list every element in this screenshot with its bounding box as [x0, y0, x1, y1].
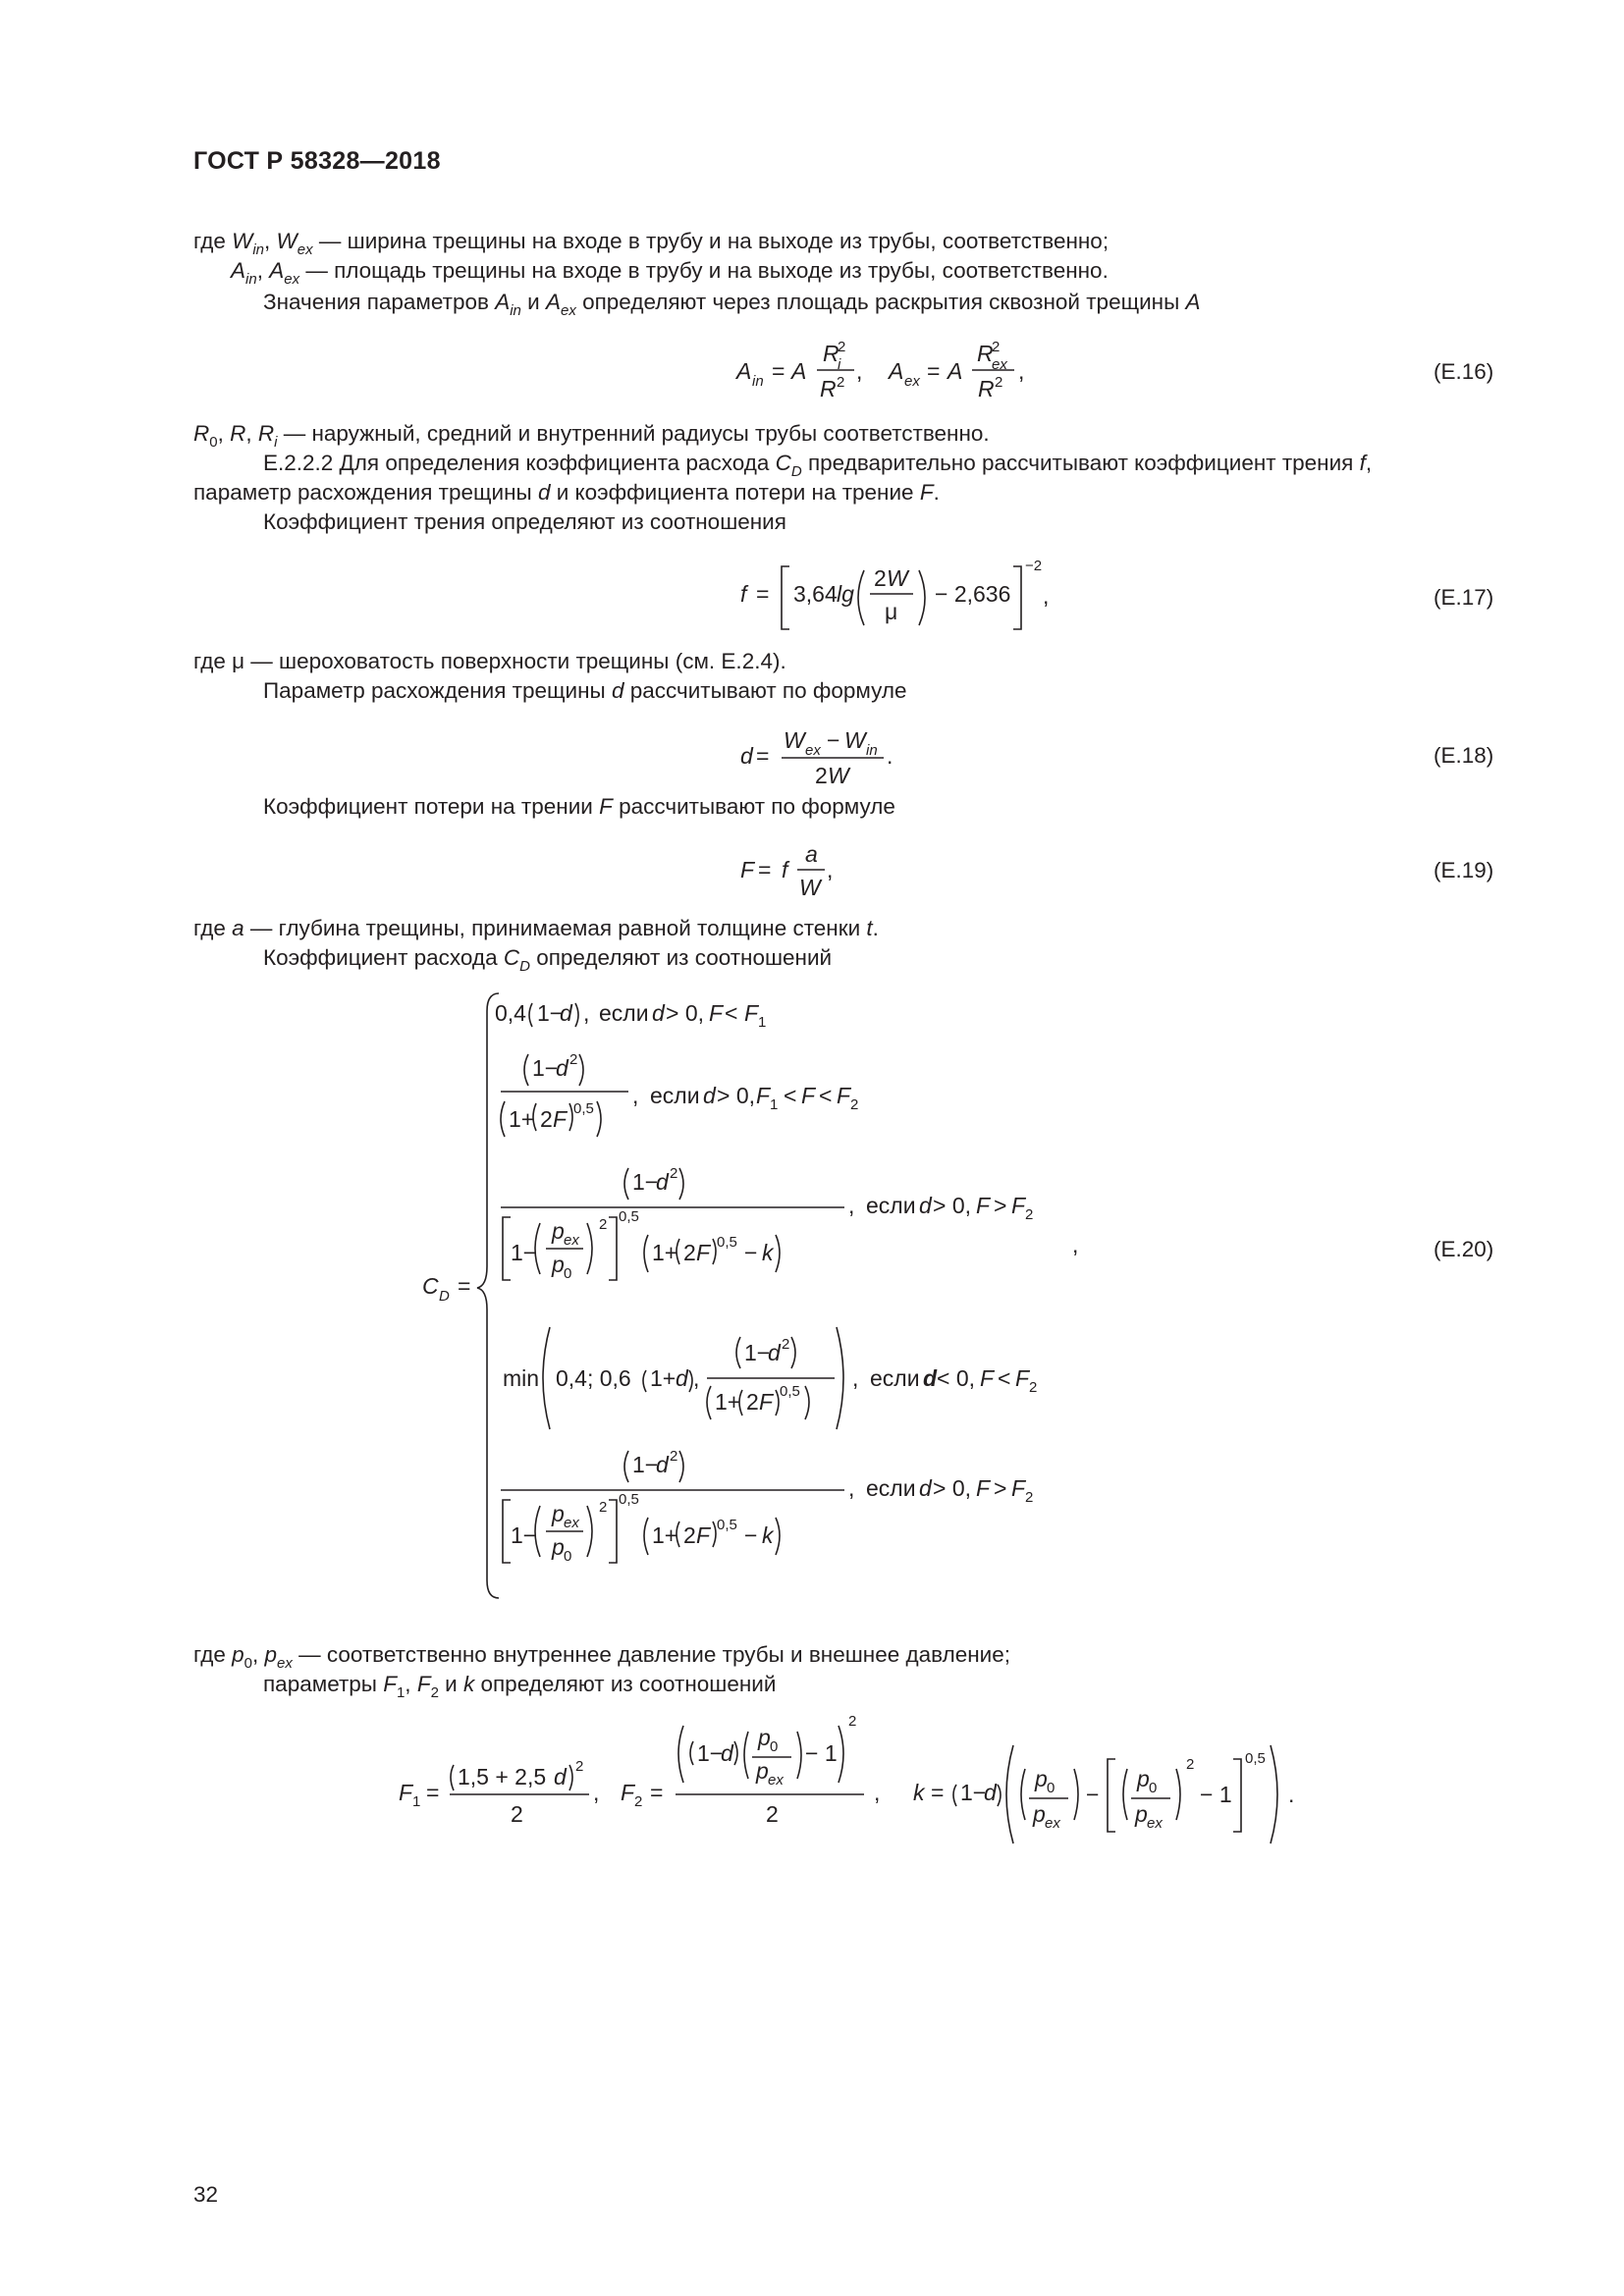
svg-text:2: 2: [766, 1801, 779, 1827]
svg-text:0,5: 0,5: [1245, 1750, 1266, 1767]
svg-text:min: min: [503, 1365, 540, 1391]
svg-text:d: d: [923, 1365, 938, 1391]
svg-text:d: d: [554, 1764, 567, 1789]
svg-text:,: ,: [593, 1780, 600, 1805]
svg-text:A: A: [736, 358, 752, 384]
svg-text:1−: 1−: [532, 1055, 559, 1081]
svg-text:R: R: [977, 341, 994, 366]
svg-text:1: 1: [758, 1014, 767, 1031]
svg-text:=: =: [426, 1780, 440, 1805]
svg-text:p: p: [552, 1501, 565, 1526]
svg-text:=: =: [756, 743, 770, 769]
svg-text:0: 0: [564, 1265, 572, 1282]
svg-text:F: F: [980, 1365, 995, 1391]
svg-text:−: −: [744, 1522, 758, 1548]
svg-text:1: 1: [412, 1793, 421, 1810]
svg-text:,: ,: [848, 1193, 855, 1218]
svg-text:1−: 1−: [511, 1522, 537, 1548]
svg-text:1+: 1+: [715, 1389, 741, 1415]
svg-text:,: ,: [852, 1365, 859, 1391]
equation-number-e19: (Е.19): [1434, 858, 1494, 882]
svg-text:−: −: [1086, 1782, 1100, 1807]
svg-text:>: >: [994, 1475, 1007, 1501]
svg-text:,: ,: [874, 1780, 881, 1805]
svg-text:lg: lg: [837, 581, 854, 607]
svg-text:2: 2: [1029, 1379, 1038, 1396]
document-header: ГОСТ Р 58328—2018: [193, 147, 441, 175]
svg-text:F: F: [696, 1522, 711, 1548]
svg-text:2: 2: [599, 1216, 608, 1233]
svg-text:1+: 1+: [652, 1522, 678, 1548]
svg-text:k: k: [762, 1522, 774, 1548]
svg-text:<: <: [819, 1083, 833, 1108]
svg-text:ex: ex: [1147, 1815, 1163, 1832]
svg-text:.: .: [887, 743, 893, 769]
svg-text:если: если: [870, 1365, 920, 1391]
svg-text:если: если: [866, 1475, 916, 1501]
svg-text:<: <: [725, 1000, 738, 1026]
svg-text:0: 0: [564, 1548, 572, 1565]
equation-number-e18: (Е.18): [1434, 743, 1494, 768]
svg-text:F: F: [801, 1083, 816, 1108]
page-number: 32: [193, 2182, 219, 2207]
svg-text:f: f: [782, 857, 788, 882]
svg-text:1−: 1−: [632, 1452, 659, 1477]
svg-text:2: 2: [746, 1389, 759, 1415]
svg-text:если: если: [866, 1193, 916, 1218]
svg-text:если: если: [599, 1000, 649, 1026]
svg-text:=: =: [758, 857, 772, 882]
svg-text:p: p: [758, 1725, 771, 1750]
svg-text:> 0,: > 0,: [717, 1083, 756, 1108]
svg-text:1−: 1−: [697, 1740, 724, 1766]
svg-text:1+: 1+: [509, 1106, 535, 1132]
svg-text:p: p: [1035, 1766, 1048, 1791]
svg-text:> 0,: > 0,: [666, 1000, 705, 1026]
svg-text:R: R: [978, 376, 995, 401]
svg-text:C: C: [422, 1273, 439, 1299]
formula-e17: [727, 555, 1080, 643]
svg-text:,: ,: [632, 1083, 639, 1108]
svg-text:d: d: [652, 1000, 665, 1026]
svg-text:ex: ex: [904, 373, 920, 390]
svg-text:W: W: [844, 727, 866, 753]
svg-text:1+: 1+: [652, 1240, 678, 1265]
svg-text:2: 2: [670, 1165, 678, 1182]
svg-text:0,5: 0,5: [780, 1383, 800, 1400]
svg-text:,: ,: [1018, 358, 1025, 384]
svg-text:1,5 + 2,5: 1,5 + 2,5: [458, 1764, 547, 1789]
svg-text:d: d: [768, 1340, 781, 1365]
svg-text:d: d: [656, 1452, 669, 1477]
equation-number-e17: (Е.17): [1434, 585, 1494, 610]
svg-text:0,5: 0,5: [619, 1491, 639, 1508]
svg-text:p: p: [1137, 1766, 1150, 1791]
svg-text:.: .: [1288, 1782, 1295, 1807]
formula-e18: [727, 719, 962, 797]
formula-e19: [727, 832, 923, 911]
svg-text:1−: 1−: [632, 1169, 659, 1195]
definition-line-r: $R_0$, R, $R_i$ — наружный, средний и внутренний радиусы трубы соответственно.: [193, 421, 990, 451]
svg-text:−2: −2: [1025, 558, 1043, 574]
svg-text:0: 0: [1047, 1780, 1056, 1796]
svg-text:μ: μ: [885, 599, 898, 624]
formula-e20: [412, 982, 1100, 1610]
section-e222: Е.2.2.2 Для определения коэффициента расхода $C_D$ предварительно рассчитывают коэффициент трения f,: [263, 451, 1373, 480]
svg-text:,: ,: [1072, 1232, 1079, 1257]
svg-text:2: 2: [540, 1106, 553, 1132]
svg-text:2: 2: [511, 1801, 523, 1827]
svg-text:F: F: [756, 1083, 771, 1108]
svg-text:in: in: [752, 373, 764, 390]
paragraph-divergence-formula: Параметр расхождения трещины d рассчитывают по формуле: [263, 678, 907, 703]
svg-text:2: 2: [782, 1336, 790, 1353]
svg-text:=: =: [650, 1780, 664, 1805]
svg-text:A: A: [947, 358, 963, 384]
svg-text:A: A: [791, 358, 807, 384]
svg-text:W: W: [828, 763, 849, 788]
svg-text:d: d: [703, 1083, 716, 1108]
svg-text:W: W: [887, 565, 908, 591]
svg-text:1−: 1−: [960, 1780, 987, 1805]
paragraph-divergence: параметр расхождения трещины d и коэффициента потери на трение F.: [193, 480, 940, 505]
svg-text:2: 2: [670, 1448, 678, 1465]
svg-text:0,4: 0,4: [495, 1000, 526, 1026]
svg-text:d: d: [919, 1193, 932, 1218]
svg-text:0: 0: [770, 1738, 779, 1755]
formula-f1-f2-k: [393, 1706, 1335, 1863]
svg-text:d: d: [919, 1475, 932, 1501]
svg-text:2: 2: [569, 1051, 578, 1068]
svg-text:2: 2: [995, 374, 1003, 391]
svg-text:ex: ex: [768, 1772, 784, 1789]
svg-text:k: k: [913, 1780, 925, 1805]
svg-text:ex: ex: [992, 356, 1007, 373]
svg-text:p: p: [552, 1534, 565, 1560]
svg-text:1: 1: [770, 1096, 779, 1113]
svg-text:R: R: [823, 341, 839, 366]
equation-number-e16: (Е.16): [1434, 359, 1494, 384]
svg-text:A: A: [889, 358, 904, 384]
svg-text:p: p: [1135, 1801, 1148, 1827]
svg-text:F: F: [837, 1083, 851, 1108]
svg-text:− 1: − 1: [805, 1740, 838, 1766]
svg-text:d: d: [556, 1055, 568, 1081]
svg-text:D: D: [439, 1288, 450, 1305]
svg-text:F: F: [1011, 1193, 1026, 1218]
svg-text:2: 2: [992, 339, 1001, 355]
paragraph-loss: Коэффициент потери на трении F рассчитывают по формуле: [263, 794, 895, 819]
svg-text:1+: 1+: [650, 1365, 677, 1391]
svg-text:1−: 1−: [537, 1000, 564, 1026]
svg-text:0,5: 0,5: [717, 1517, 737, 1533]
svg-text:f: f: [740, 581, 747, 607]
svg-text:d: d: [676, 1365, 688, 1391]
svg-text:k: k: [762, 1240, 774, 1265]
svg-text:F: F: [744, 1000, 759, 1026]
formula-e16: [727, 332, 1080, 410]
svg-text:2: 2: [634, 1793, 643, 1810]
svg-text:0,5: 0,5: [619, 1208, 639, 1225]
svg-text:F: F: [740, 857, 755, 882]
svg-text:d: d: [740, 743, 753, 769]
svg-text:F: F: [399, 1780, 413, 1805]
svg-text:i: i: [838, 356, 841, 373]
svg-text:< 0,: < 0,: [937, 1365, 976, 1391]
svg-text:a: a: [805, 841, 818, 867]
svg-text:p: p: [1033, 1801, 1046, 1827]
svg-text:0: 0: [1149, 1780, 1158, 1796]
svg-text:1−: 1−: [511, 1240, 537, 1265]
svg-text:=: =: [458, 1273, 471, 1299]
svg-text:2: 2: [837, 374, 845, 391]
svg-text:F: F: [1015, 1365, 1030, 1391]
definition-line-p: где $p_0$, $p_{ex}$ — соответственно внутреннее давление трубы и внешнее давление;: [193, 1642, 1010, 1672]
svg-text:2: 2: [815, 763, 828, 788]
svg-text:2: 2: [599, 1499, 608, 1516]
svg-text:ex: ex: [564, 1515, 579, 1531]
svg-text:2: 2: [838, 339, 846, 355]
svg-text:0,5: 0,5: [573, 1100, 594, 1117]
paragraph-area: Значения параметров $A_{in}$ и $A_{ex}$ определяют через площадь раскрытия сквозной трещины A: [263, 290, 1201, 319]
svg-text:− 1: − 1: [1200, 1782, 1232, 1807]
svg-text:W: W: [799, 875, 821, 900]
svg-text:F: F: [759, 1389, 774, 1415]
svg-text:2: 2: [850, 1096, 859, 1113]
svg-text:2: 2: [1186, 1756, 1195, 1773]
svg-text:,: ,: [848, 1475, 855, 1501]
svg-text:p: p: [756, 1758, 769, 1784]
svg-text:ex: ex: [1045, 1815, 1060, 1832]
svg-text:3,64: 3,64: [793, 581, 838, 607]
svg-text:,: ,: [693, 1365, 700, 1391]
svg-text:F: F: [976, 1475, 991, 1501]
svg-text:d: d: [560, 1000, 572, 1026]
svg-text:2: 2: [683, 1522, 696, 1548]
svg-text:> 0,: > 0,: [933, 1193, 972, 1218]
svg-text:=: =: [931, 1780, 945, 1805]
svg-text:ex: ex: [805, 742, 821, 759]
svg-text:если: если: [650, 1083, 700, 1108]
svg-text:0,4; 0,6: 0,4; 0,6: [556, 1365, 631, 1391]
svg-text:d: d: [721, 1740, 733, 1766]
svg-text:2: 2: [575, 1758, 584, 1775]
svg-text:F: F: [696, 1240, 711, 1265]
svg-text:>: >: [994, 1193, 1007, 1218]
svg-text:2: 2: [683, 1240, 696, 1265]
paragraph-roughness: где μ — шероховатость поверхности трещины (см. Е.2.4).: [193, 649, 786, 673]
svg-text:=: =: [927, 358, 941, 384]
svg-text:−: −: [744, 1240, 758, 1265]
svg-text:in: in: [866, 742, 878, 759]
definition-line-w: где $W_{in}$, $W_{ex}$ — ширина трещины на входе в трубу и на выходе из трубы, соответственно;: [193, 229, 1110, 258]
paragraph-friction: Коэффициент трения определяют из соотношения: [263, 509, 786, 534]
svg-text:,: ,: [827, 857, 834, 882]
svg-text:−: −: [827, 727, 840, 753]
svg-text:2: 2: [874, 565, 887, 591]
svg-text:R: R: [820, 376, 837, 401]
svg-text:2: 2: [848, 1713, 857, 1730]
paragraph-depth: где a — глубина трещины, принимаемая равной толщине стенки t.: [193, 916, 879, 940]
svg-text:=: =: [772, 358, 785, 384]
svg-text:=: =: [756, 581, 770, 607]
paragraph-cd: Коэффициент расхода $C_D$ определяют из соотношений: [263, 945, 833, 975]
svg-text:p: p: [552, 1252, 565, 1277]
svg-text:F: F: [976, 1193, 991, 1218]
svg-text:F: F: [709, 1000, 724, 1026]
svg-text:2: 2: [1025, 1489, 1034, 1506]
svg-text:F: F: [1011, 1475, 1026, 1501]
paragraph-params: параметры $F_1$, $F_2$ и k определяют из соотношений: [263, 1672, 777, 1701]
equation-number-e20: (Е.20): [1434, 1237, 1494, 1261]
svg-text:0,5: 0,5: [717, 1234, 737, 1251]
svg-text:ex: ex: [564, 1232, 579, 1249]
svg-text:1−: 1−: [744, 1340, 771, 1365]
svg-text:,: ,: [583, 1000, 590, 1026]
svg-text:d: d: [656, 1169, 669, 1195]
definition-line-a: $A_{in}$, $A_{ex}$ — площадь трещины на входе в трубу и на выходе из трубы, соответственно.: [231, 258, 1109, 288]
svg-text:,: ,: [856, 358, 863, 384]
svg-text:,: ,: [1043, 583, 1050, 609]
svg-text:> 0,: > 0,: [933, 1475, 972, 1501]
svg-text:W: W: [784, 727, 805, 753]
svg-text:d: d: [984, 1780, 997, 1805]
svg-text:<: <: [998, 1365, 1011, 1391]
svg-text:<: <: [784, 1083, 797, 1108]
svg-text:2: 2: [1025, 1206, 1034, 1223]
svg-text:− 2,636: − 2,636: [935, 581, 1011, 607]
svg-text:p: p: [552, 1218, 565, 1244]
svg-text:F: F: [553, 1106, 568, 1132]
svg-text:F: F: [621, 1780, 635, 1805]
